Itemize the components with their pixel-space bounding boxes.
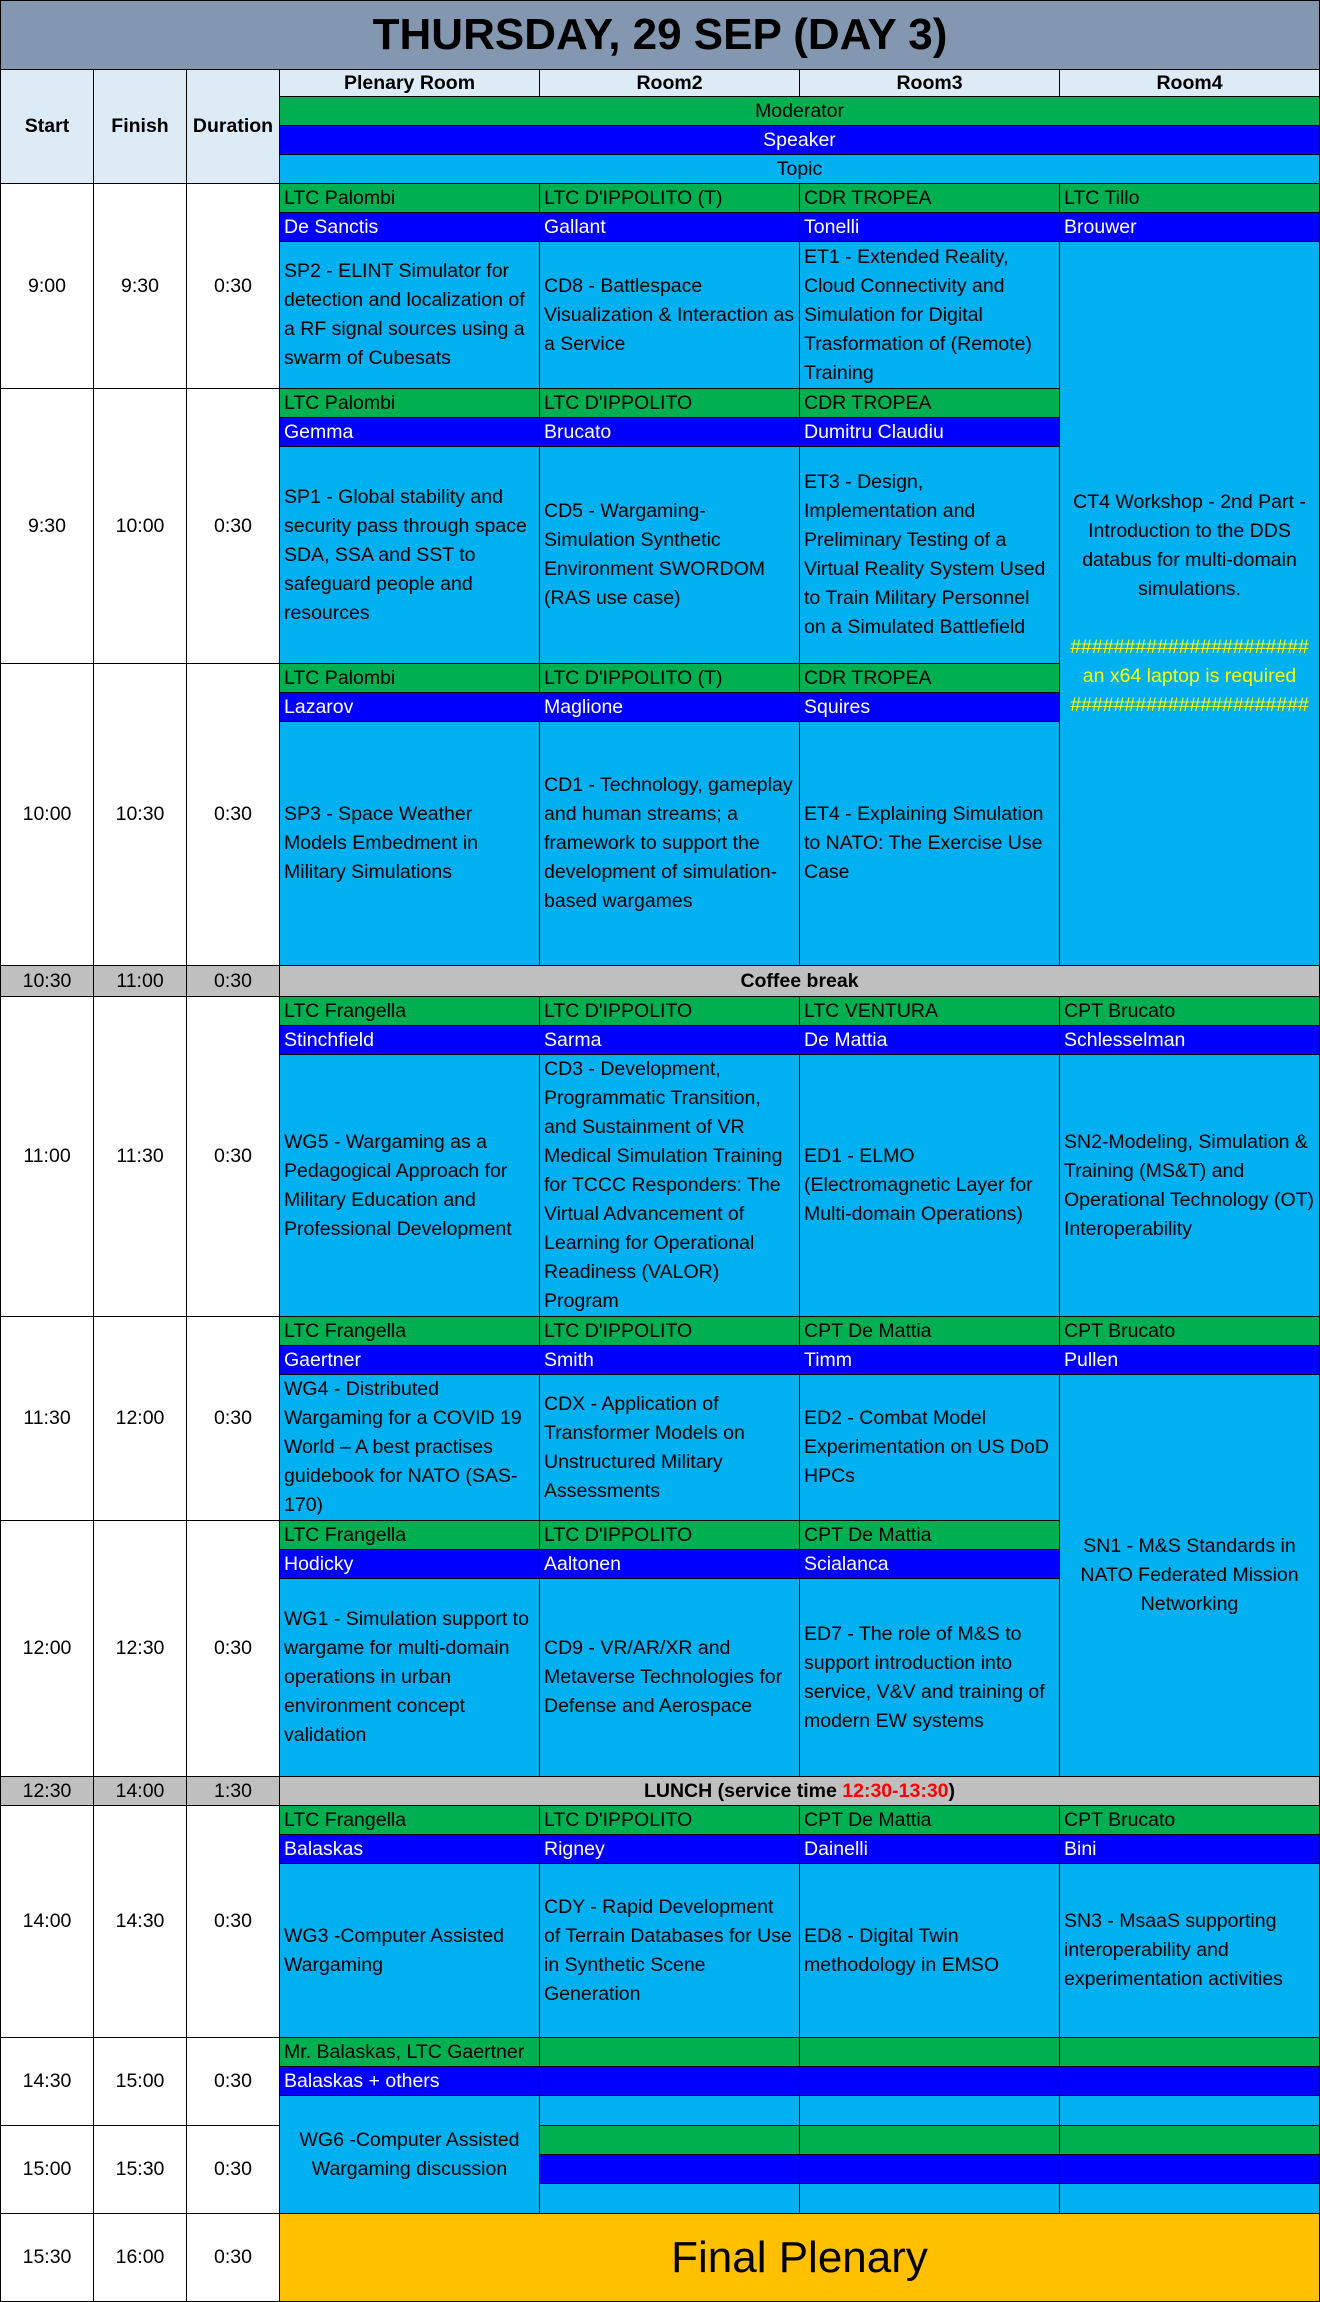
speaker-cell: Schlesselman	[1060, 1026, 1320, 1055]
speaker-cell: Lazarov	[280, 693, 540, 722]
speaker-cell: Pullen	[1060, 1346, 1320, 1375]
topic-cell: SN3 - MsaaS supporting interoperability and experimentation activities	[1060, 1864, 1320, 2038]
final-duration: 0:30	[187, 2214, 280, 2302]
speaker-cell: Scialanca	[800, 1550, 1060, 1579]
time-duration: 0:30	[187, 389, 280, 664]
moderator-cell: LTC Palombi	[280, 184, 540, 213]
lunch-service-time: 12:30-13:30	[842, 1779, 949, 1802]
moderator-cell: CPT De Mattia	[800, 1521, 1060, 1550]
moderator-cell: LTC D'IPPOLITO	[540, 389, 800, 418]
topic-cell: WG5 - Wargaming as a Pedagogical Approach for Military Education and Professional Development	[280, 1055, 540, 1317]
empty-moderator-cell	[800, 2038, 1060, 2067]
time-duration: 0:30	[187, 2038, 280, 2126]
topic-cell: ET3 - Design, Implementation and Preliminary Testing of a Virtual Reality System Used to Train Military Personnel on a Simulated Battlefield	[800, 447, 1060, 664]
topic-cell: ET1 - Extended Reality, Cloud Connectivity and Simulation for Digital Trasformation of (Remote) Training	[800, 242, 1060, 389]
speaker-cell: Balaskas	[280, 1835, 540, 1864]
ct4-laptop-note: an x64 laptop is required	[1082, 664, 1297, 687]
speaker-cell: Balaskas + others	[280, 2067, 540, 2096]
empty-topic-cell	[800, 2096, 1060, 2126]
empty-speaker-cell	[1060, 2067, 1320, 2096]
moderator-cell: LTC VENTURA	[800, 997, 1060, 1026]
empty-topic-cell	[1060, 2096, 1320, 2126]
coffee-break-label: Coffee break	[280, 966, 1320, 997]
lunch-finish: 14:00	[94, 1777, 187, 1806]
moderator-cell: LTC Frangella	[280, 1317, 540, 1346]
time-finish: 15:30	[94, 2126, 187, 2214]
topic-cell: CD8 - Battlespace Visualization & Interaction as a Service	[540, 242, 800, 389]
topic-cell: CD9 - VR/AR/XR and Metaverse Technologies for Defense and Aerospace	[540, 1579, 800, 1777]
speaker-cell: Smith	[540, 1346, 800, 1375]
time-start: 11:30	[0, 1317, 94, 1521]
time-start: 11:00	[0, 997, 94, 1317]
time-finish: 9:30	[94, 184, 187, 389]
time-start: 15:00	[0, 2126, 94, 2214]
ct4-workshop-cell	[1060, 242, 1320, 966]
header-room-2: Room2	[540, 70, 800, 97]
time-duration: 0:30	[187, 2126, 280, 2214]
moderator-cell: CPT De Mattia	[800, 1317, 1060, 1346]
speaker-cell: Squires	[800, 693, 1060, 722]
time-duration: 0:30	[187, 997, 280, 1317]
moderator-cell: LTC Tillo	[1060, 184, 1320, 213]
empty-moderator-cell	[540, 2038, 800, 2067]
header-room-plenary: Plenary Room	[280, 70, 540, 97]
moderator-cell: LTC D'IPPOLITO (T)	[540, 184, 800, 213]
empty-speaker-cell	[1060, 2155, 1320, 2184]
time-start: 14:30	[0, 2038, 94, 2126]
empty-speaker-cell	[800, 2067, 1060, 2096]
sn1-topic-cell: SN1 - M&S Standards in NATO Federated Mission Networking	[1060, 1375, 1320, 1777]
topic-cell: ED1 - ELMO (Electromagnetic Layer for Multi-domain Operations)	[800, 1055, 1060, 1317]
break-start: 10:30	[0, 966, 94, 997]
topic-cell: WG4 - Distributed Wargaming for a COVID 19 World – A best practises guidebook for NATO (SAS-170)	[280, 1375, 540, 1521]
final-plenary-banner: Final Plenary	[280, 2214, 1320, 2302]
empty-topic-cell	[540, 2096, 800, 2126]
time-start: 9:00	[0, 184, 94, 389]
topic-cell: ED7 - The role of M&S to support introduction into service, V&V and training of modern EW systems	[800, 1579, 1060, 1777]
legend-topic: Topic	[280, 155, 1320, 184]
speaker-cell: De Sanctis	[280, 213, 540, 242]
lunch-duration: 1:30	[187, 1777, 280, 1806]
break-finish: 11:00	[94, 966, 187, 997]
time-finish: 12:30	[94, 1521, 187, 1777]
lunch-label	[280, 1777, 1320, 1806]
time-duration: 0:30	[187, 664, 280, 966]
empty-topic-cell	[1060, 2184, 1320, 2214]
time-start: 10:00	[0, 664, 94, 966]
moderator-cell: CPT Brucato	[1060, 1806, 1320, 1835]
speaker-cell: Tonelli	[800, 213, 1060, 242]
header-room-3: Room3	[800, 70, 1060, 97]
topic-cell: SP1 - Global stability and security pass through space SDA, SSA and SST to safeguard people and resources	[280, 447, 540, 664]
empty-speaker-cell	[540, 2067, 800, 2096]
speaker-cell: Brouwer	[1060, 213, 1320, 242]
speaker-cell: Aaltonen	[540, 1550, 800, 1579]
moderator-cell: CPT Brucato	[1060, 1317, 1320, 1346]
topic-cell: SN2-Modeling, Simulation & Training (MS&T) and Operational Technology (OT) Interoperability	[1060, 1055, 1320, 1317]
lunch-label-prefix: LUNCH (service time	[643, 1779, 843, 1802]
moderator-cell: Mr. Balaskas, LTC Gaertner	[280, 2038, 540, 2067]
moderator-cell: LTC D'IPPOLITO	[540, 1806, 800, 1835]
empty-moderator-cell	[1060, 2038, 1320, 2067]
topic-cell: ED2 - Combat Model Experimentation on US DoD HPCs	[800, 1375, 1060, 1521]
speaker-cell: Gallant	[540, 213, 800, 242]
topic-cell: CDY - Rapid Development of Terrain Databases for Use in Synthetic Scene Generation	[540, 1864, 800, 2038]
time-finish: 12:00	[94, 1317, 187, 1521]
topic-cell: SP2 - ELINT Simulator for detection and localization of a RF signal sources using a swarm of Cubesats	[280, 242, 540, 389]
moderator-cell: LTC Palombi	[280, 664, 540, 693]
speaker-cell: De Mattia	[800, 1026, 1060, 1055]
time-duration: 0:30	[187, 1521, 280, 1777]
lunch-start: 12:30	[0, 1777, 94, 1806]
topic-cell: CD3 - Development, Programmatic Transition, and Sustainment of VR Medical Simulation Training for TCCC Responders: The Virtual Advancement of Learning for Operational Readiness (VALOR) Program	[540, 1055, 800, 1317]
moderator-cell: CPT Brucato	[1060, 997, 1320, 1026]
speaker-cell: Timm	[800, 1346, 1060, 1375]
moderator-cell: LTC D'IPPOLITO (T)	[540, 664, 800, 693]
header-start: Start	[0, 70, 94, 184]
topic-cell: ED8 - Digital Twin methodology in EMSO	[800, 1864, 1060, 2038]
ct4-workshop-topic: CT4 Workshop - 2nd Part - Introduction to the DDS databus for multi-domain simulations.	[1073, 490, 1306, 600]
topic-cell: CD5 - Wargaming-Simulation Synthetic Environment SWORDOM (RAS use case)	[540, 447, 800, 664]
time-finish: 10:00	[94, 389, 187, 664]
ct4-hashes-top: ######################	[1070, 635, 1309, 658]
time-finish: 15:00	[94, 2038, 187, 2126]
legend-speaker: Speaker	[280, 126, 1320, 155]
time-duration: 0:30	[187, 184, 280, 389]
empty-topic-cell	[540, 2184, 800, 2214]
time-finish: 11:30	[94, 997, 187, 1317]
legend-moderator: Moderator	[280, 97, 1320, 126]
time-duration: 0:30	[187, 1317, 280, 1521]
moderator-cell: LTC D'IPPOLITO	[540, 1317, 800, 1346]
empty-speaker-cell	[800, 2155, 1060, 2184]
speaker-cell: Dainelli	[800, 1835, 1060, 1864]
speaker-cell: Brucato	[540, 418, 800, 447]
moderator-cell: LTC Frangella	[280, 1521, 540, 1550]
moderator-cell: CDR TROPEA	[800, 664, 1060, 693]
time-finish: 14:30	[94, 1806, 187, 2038]
speaker-cell: Gemma	[280, 418, 540, 447]
topic-cell: SP3 - Space Weather Models Embedment in Military Simulations	[280, 722, 540, 966]
topic-cell: ET4 - Explaining Simulation to NATO: The Exercise Use Case	[800, 722, 1060, 966]
time-start: 9:30	[0, 389, 94, 664]
time-duration: 0:30	[187, 1806, 280, 2038]
final-start: 15:30	[0, 2214, 94, 2302]
speaker-cell: Hodicky	[280, 1550, 540, 1579]
header-finish: Finish	[94, 70, 187, 184]
speaker-cell: Rigney	[540, 1835, 800, 1864]
moderator-cell: LTC D'IPPOLITO	[540, 997, 800, 1026]
moderator-cell: LTC Frangella	[280, 1806, 540, 1835]
final-finish: 16:00	[94, 2214, 187, 2302]
break-duration: 0:30	[187, 966, 280, 997]
topic-cell: CD1 - Technology, gameplay and human streams; a framework to support the development of simulation-based wargames	[540, 722, 800, 966]
empty-moderator-cell	[540, 2126, 800, 2155]
speaker-cell: Sarma	[540, 1026, 800, 1055]
header-room-4: Room4	[1060, 70, 1320, 97]
topic-cell: WG3 -Computer Assisted Wargaming	[280, 1864, 540, 2038]
speaker-cell: Bini	[1060, 1835, 1320, 1864]
wg6-topic-cell: WG6 -Computer Assisted Wargaming discussion	[280, 2096, 540, 2214]
moderator-cell: CDR TROPEA	[800, 389, 1060, 418]
empty-moderator-cell	[1060, 2126, 1320, 2155]
lunch-label-suffix: )	[948, 1779, 956, 1802]
topic-cell: WG1 - Simulation support to wargame for multi-domain operations in urban environment concept validation	[280, 1579, 540, 1777]
empty-speaker-cell	[540, 2155, 800, 2184]
time-start: 14:00	[0, 1806, 94, 2038]
moderator-cell: LTC D'IPPOLITO	[540, 1521, 800, 1550]
time-start: 12:00	[0, 1521, 94, 1777]
topic-cell: CDX - Application of Transformer Models on Unstructured Military Assessments	[540, 1375, 800, 1521]
page-title: THURSDAY, 29 SEP (DAY 3)	[0, 0, 1320, 70]
moderator-cell: CDR TROPEA	[800, 184, 1060, 213]
speaker-cell: Maglione	[540, 693, 800, 722]
speaker-cell: Gaertner	[280, 1346, 540, 1375]
ct4-hashes-bottom: ######################	[1070, 693, 1309, 716]
speaker-cell: Stinchfield	[280, 1026, 540, 1055]
time-finish: 10:30	[94, 664, 187, 966]
speaker-cell: Dumitru Claudiu	[800, 418, 1060, 447]
header-duration: Duration	[187, 70, 280, 184]
empty-moderator-cell	[800, 2126, 1060, 2155]
moderator-cell: LTC Palombi	[280, 389, 540, 418]
moderator-cell: LTC Frangella	[280, 997, 540, 1026]
empty-topic-cell	[800, 2184, 1060, 2214]
moderator-cell: CPT De Mattia	[800, 1806, 1060, 1835]
